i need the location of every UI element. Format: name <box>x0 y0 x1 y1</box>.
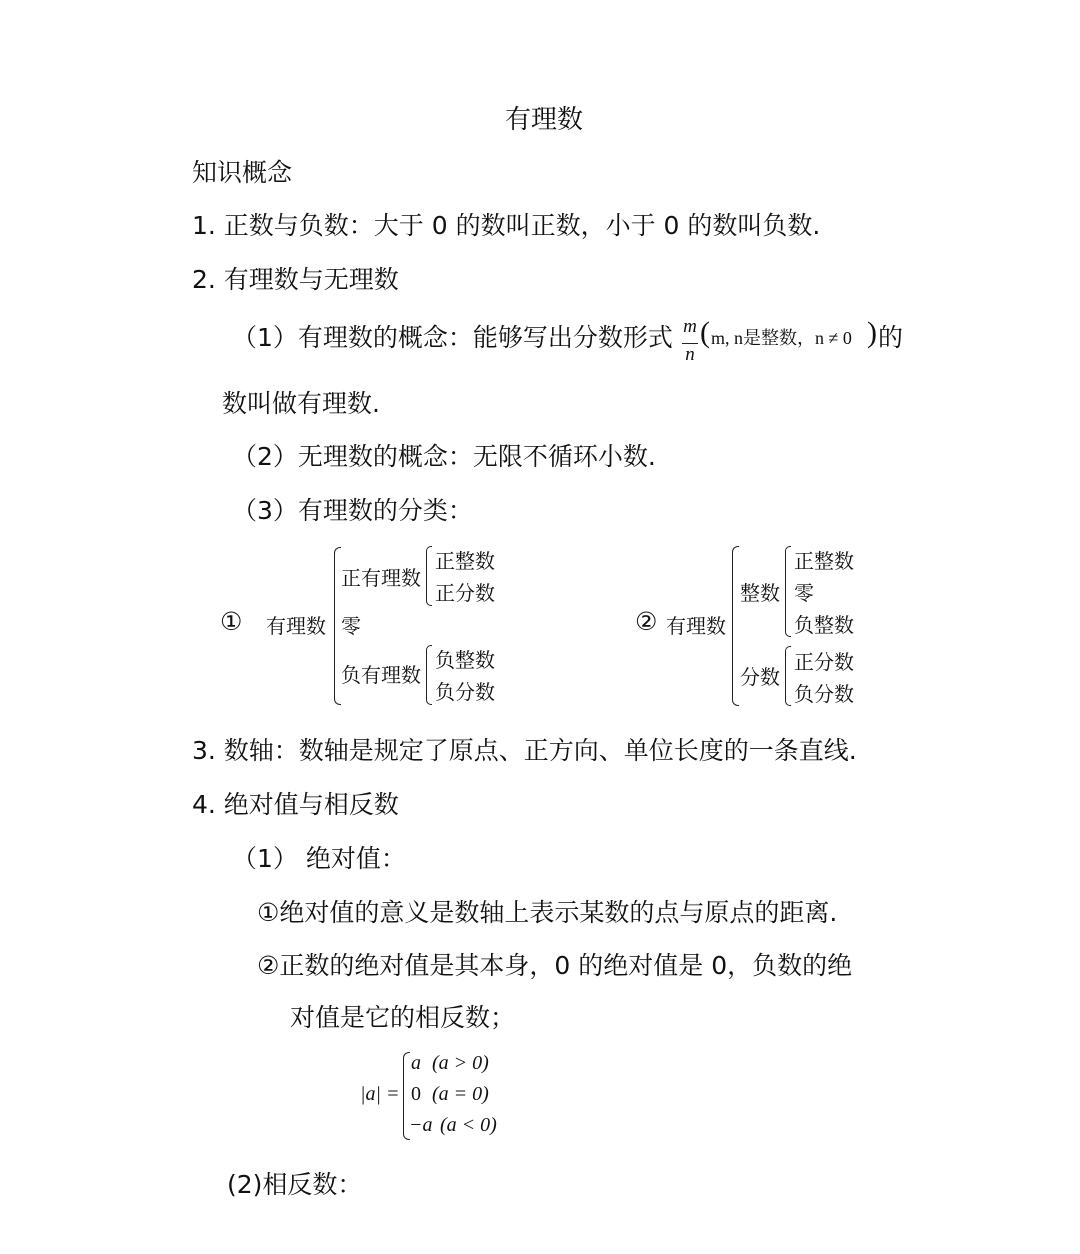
item-4-1-meaning: ①绝对值的意义是数轴上表示某数的点与原点的距离. <box>257 898 838 927</box>
abs-case-cond: (a < 0) <box>440 1114 497 1136</box>
classification-2-integers: 整数 <box>740 581 780 605</box>
item-4-1-rule-continuation: 对值是它的相反数； <box>290 1003 516 1032</box>
classification-1-positive-child: 正分数 <box>435 581 495 605</box>
section-heading: 知识概念 <box>192 158 293 187</box>
classification-2-root: 有理数 <box>666 614 726 638</box>
classification-1-negative-brace <box>426 645 432 705</box>
item-2-1-prefix: （1）有理数的概念：能够写出分数形式 <box>232 323 673 352</box>
classification-2-fraction-child: 正分数 <box>794 650 854 674</box>
classification-2-fractions: 分数 <box>740 665 780 689</box>
classification-1-marker: ① <box>220 607 243 636</box>
fraction-numerator: m <box>683 316 697 337</box>
classification-2-fraction-brace <box>785 646 791 706</box>
classification-2-integer-brace <box>785 546 791 637</box>
classification-1-root: 有理数 <box>266 614 326 638</box>
item-2-3-classification: （3）有理数的分类： <box>232 496 473 525</box>
item-4-2-opposite-numbers: (2)相反数： <box>227 1170 363 1199</box>
item-3-number-line: 3. 数轴：数轴是规定了原点、正方向、单位长度的一条直线. <box>192 736 857 765</box>
fraction-open-paren: ( <box>700 316 710 349</box>
abs-case-expr: −a <box>409 1114 433 1136</box>
classification-1-zero: 零 <box>341 614 361 638</box>
fraction-condition: m, n是整数，n ≠ 0 <box>711 328 852 348</box>
abs-case-cond: (a > 0) <box>432 1052 489 1074</box>
classification-1-negative-child: 负整数 <box>435 648 495 672</box>
item-2-1-suffix: 的 <box>878 323 904 352</box>
item-1-positive-negative: 1. 正数与负数：大于 0 的数叫正数，小于 0 的数叫负数. <box>192 211 821 240</box>
abs-case-cond: (a = 0) <box>432 1083 489 1105</box>
classification-2-marker: ② <box>635 607 658 636</box>
item-2-2-irrational: （2）无理数的概念：无限不循环小数. <box>232 442 656 471</box>
page-title: 有理数 <box>505 105 584 135</box>
classification-2-fraction-child: 负分数 <box>794 682 854 706</box>
item-4-1-absolute-value: （1） 绝对值： <box>232 844 406 873</box>
classification-1-positive: 正有理数 <box>341 566 421 590</box>
classification-1-negative-child: 负分数 <box>435 680 495 704</box>
fraction-denominator: n <box>685 344 695 365</box>
classification-1-positive-child: 正整数 <box>435 549 495 573</box>
item-4-heading: 4. 绝对值与相反数 <box>192 790 399 819</box>
classification-2-integer-child: 零 <box>794 581 814 605</box>
classification-2-integer-child: 正整数 <box>794 549 854 573</box>
item-2-heading: 2. 有理数与无理数 <box>192 265 399 294</box>
classification-2-integer-child: 负整数 <box>794 613 854 637</box>
item-4-1-rule: ②正数的绝对值是其本身，0 的绝对值是 0，负数的绝 <box>257 951 853 980</box>
classification-1-negative: 负有理数 <box>341 663 421 687</box>
classification-1-main-brace <box>334 547 341 705</box>
abs-case-expr: 0 <box>411 1083 421 1105</box>
abs-formula-lhs: |a| = <box>360 1083 400 1105</box>
item-2-1-continuation: 数叫做有理数. <box>222 389 380 418</box>
item-2-1-definition <box>232 318 673 354</box>
abs-case-expr: a <box>411 1052 421 1074</box>
classification-1-positive-brace <box>426 546 432 606</box>
classification-2-main-brace <box>732 546 739 706</box>
fraction-close-paren: ) <box>867 316 877 349</box>
